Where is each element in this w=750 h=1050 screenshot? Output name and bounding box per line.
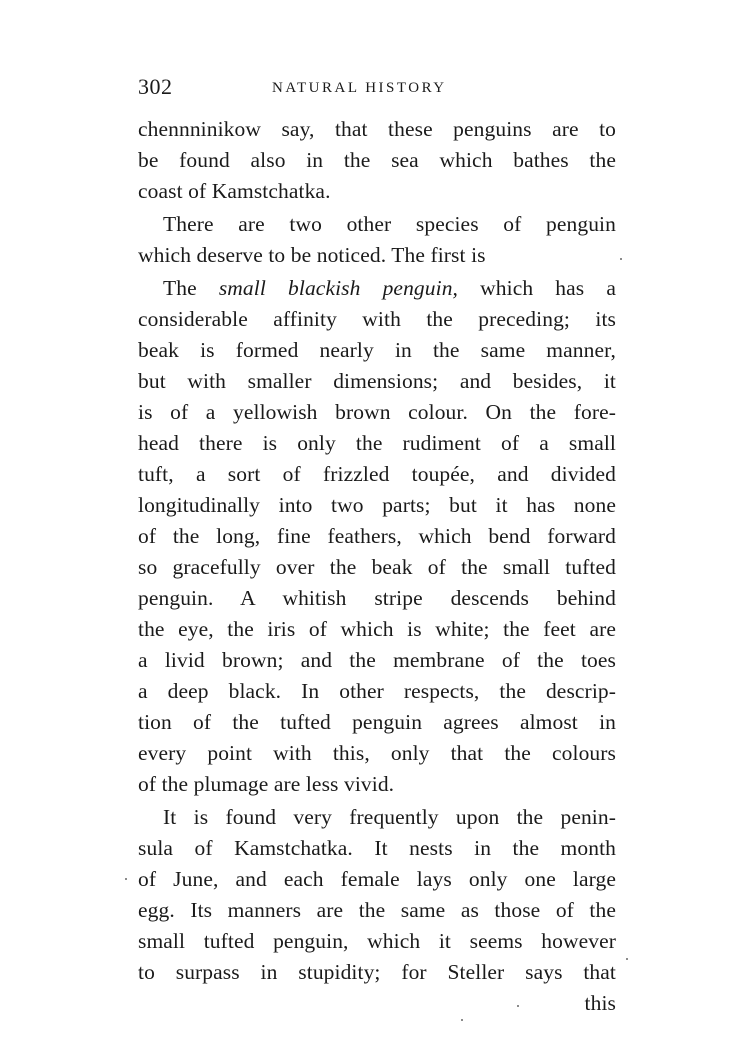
text-line: a livid brown; and the membrane of the toes	[138, 648, 616, 672]
text-line: which deserve to be noticed. The first is	[138, 243, 486, 267]
paper-speck	[517, 1005, 519, 1007]
paragraph-1	[138, 114, 616, 207]
text-line: tion of the tufted penguin agrees almost in	[138, 710, 616, 734]
text-line	[138, 273, 616, 304]
page-header	[138, 74, 618, 104]
text-line: coast of Kamstchatka.	[138, 179, 331, 203]
running-head: NATURAL HISTORY	[272, 80, 447, 96]
paragraph-3	[138, 273, 616, 800]
text-line: beak is formed nearly in the same manner,	[138, 338, 616, 362]
paragraph-4	[138, 802, 616, 988]
text-line: every point with this, only that the colours	[138, 741, 616, 765]
text-line: a deep black. In other respects, the descrip-	[138, 679, 616, 703]
species-name: small blackish penguin,	[218, 276, 459, 300]
text-line: penguin. A whitish stripe descends behind	[138, 586, 616, 610]
text-line: be found also in the sea which bathes the	[138, 148, 616, 172]
paper-speck	[620, 258, 622, 260]
text-line: so gracefully over the beak of the small tufted	[138, 555, 616, 579]
text-line: small tufted penguin, which it seems however	[138, 929, 616, 953]
body-text	[138, 114, 616, 1019]
text-line: tuft, a sort of frizzled toupée, and divided	[138, 462, 616, 486]
text-line: the eye, the iris of which is white; the feet are	[138, 617, 616, 641]
text-line: head there is only the rudiment of a small	[138, 431, 616, 455]
text-line: of the plumage are less vivid.	[138, 772, 395, 796]
text-line: It is found very frequently upon the penin-	[163, 805, 616, 829]
paragraph-2	[138, 209, 616, 271]
text-line: considerable affinity with the preceding; its	[138, 307, 616, 331]
text-segment: which has a	[480, 276, 616, 300]
text-line: of the long, fine feathers, which bend forward	[138, 524, 616, 548]
text-line: but with smaller dimensions; and besides, it	[138, 369, 616, 393]
text-line: chennninikow say, that these penguins are to	[138, 117, 616, 141]
text-line: sula of Kamstchatka. It nests in the month	[138, 836, 616, 860]
text-line: to surpass in stupidity; for Steller says that	[138, 960, 616, 984]
paper-speck	[626, 958, 628, 960]
text-line: egg. Its manners are the same as those of the	[138, 898, 616, 922]
text-line: longitudinally into two parts; but it has none	[138, 493, 616, 517]
paper-speck	[461, 1019, 463, 1021]
text-line: is of a yellowish brown colour. On the fore-	[138, 400, 616, 424]
catchword: this	[584, 991, 616, 1015]
text-segment: The	[163, 276, 197, 300]
text-line: There are two other species of penguin	[163, 212, 616, 236]
paper-speck	[125, 878, 127, 880]
text-line: of June, and each female lays only one large	[138, 867, 616, 891]
page-number: 302	[138, 74, 173, 99]
